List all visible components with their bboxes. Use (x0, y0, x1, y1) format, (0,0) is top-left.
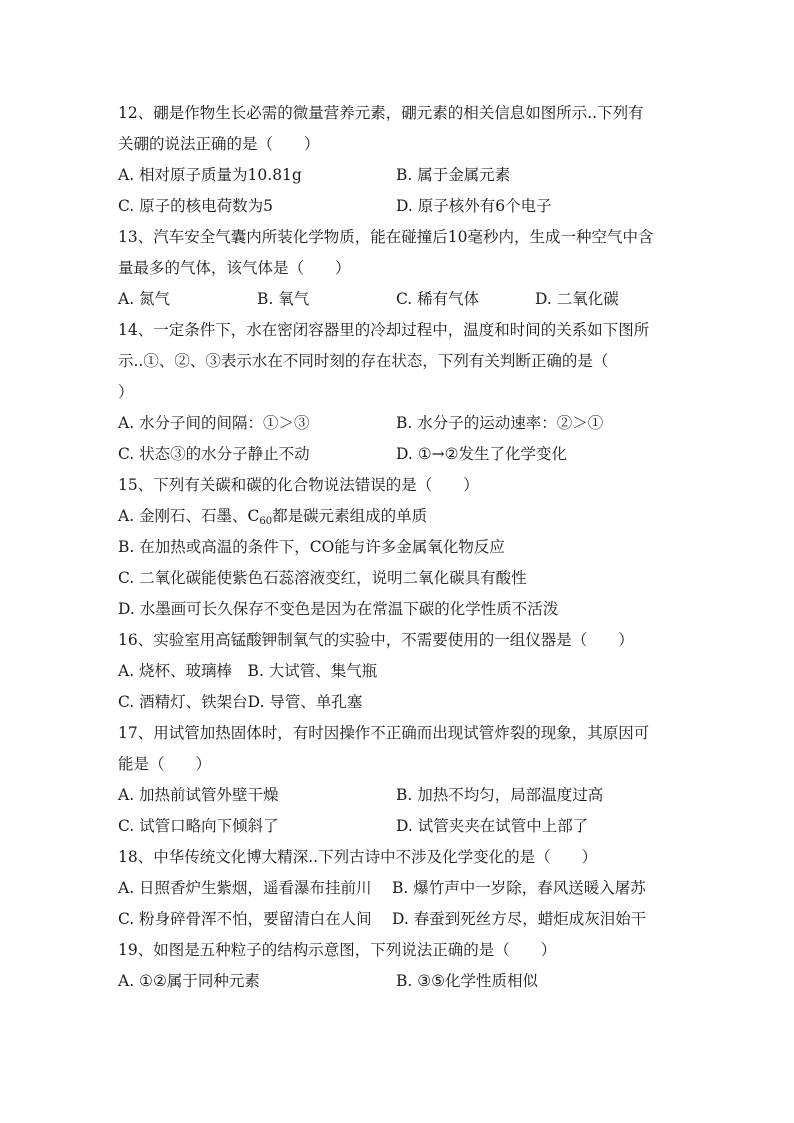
question-15-option-b: B. 在加热或高温的条件下，CO能与许多金属氧化物反应 (118, 538, 505, 556)
question-17-stem-line-2: 能是（ ） (118, 755, 212, 773)
option-a-text-tail: 都是碳元素组成的单质 (272, 507, 428, 525)
question-13-option-a: A. 氮气 (118, 290, 171, 308)
question-13-stem-line-2: 量最多的气体，该气体是（ ） (118, 259, 351, 277)
question-19-option-b: B. ③⑤化学性质相似 (396, 972, 539, 990)
question-12-option-a: A. 相对原子质量为10.81g (118, 166, 302, 184)
question-12-option-c: C. 原子的核电荷数为5 (118, 197, 274, 215)
question-14-option-b: B. 水分子的运动速率：②＞① (396, 414, 604, 432)
question-18-option-c: C. 粉身碎骨浑不怕，要留清白在人间 (118, 910, 372, 928)
question-12-option-d: D. 原子核外有6个电子 (396, 197, 552, 215)
question-16-stem: 16、实验室用高锰酸钾制氧气的实验中，不需要使用的一组仪器是（ ） (118, 631, 634, 649)
question-16-options-line-1: A. 烧杯、玻璃棒 B. 大试管、集气瓶 (118, 662, 378, 680)
question-13-stem-line-1: 13、汽车安全气囊内所装化学物质，能在碰撞后10毫秒内，生成一种空气中含 (118, 228, 654, 246)
question-18-stem: 18、中华传统文化博大精深..下列古诗中不涉及化学变化的是（ ） (118, 848, 598, 866)
question-14-stem-line-3: ） (118, 383, 134, 401)
question-15-option-a (118, 506, 427, 532)
question-18-option-d: D. 春蚕到死丝方尽，蜡炬成灰泪始干 (392, 910, 647, 928)
question-19-option-a: A. ①②属于同种元素 (118, 972, 260, 990)
question-17-stem-line-1: 17、用试管加热固体时，有时因操作不正确而出现试管炸裂的现象，其原因可 (118, 724, 650, 742)
question-17-option-c: C. 试管口略向下倾斜了 (118, 817, 279, 835)
question-12-stem-line-1: 12、硼是作物生长必需的微量营养元素，硼元素的相关信息如图所示..下列有 (118, 104, 644, 122)
option-a-text: A. 金刚石、石墨、C (118, 507, 260, 525)
question-14-option-a: A. 水分子间的间隔：①＞③ (118, 414, 310, 432)
question-17-option-b: B. 加热不均匀，局部温度过高 (396, 786, 604, 804)
question-18-option-a: A. 日照香炉生紫烟，遥看瀑布挂前川 (118, 879, 372, 897)
question-17-option-a: A. 加热前试管外壁干燥 (118, 786, 279, 804)
question-13-option-b: B. 氧气 (257, 290, 310, 308)
question-12-option-b: B. 属于金属元素 (396, 166, 511, 184)
question-12-stem-line-2: 关硼的说法正确的是（ ） (118, 135, 320, 153)
question-14-stem-line-2: 示..①、②、③表示水在不同时刻的存在状态，下列有关判断正确的是（ (118, 352, 609, 370)
question-15-option-d: D. 水墨画可长久保存不变色是因为在常温下碳的化学性质不活泼 (118, 600, 559, 618)
question-13-option-d: D. 二氧化碳 (535, 290, 619, 308)
question-14-option-d: D. ①→②发生了化学变化 (396, 445, 568, 463)
question-16-options-line-2: C. 酒精灯、铁架台D. 导管、单孔塞 (118, 693, 363, 711)
question-15-option-c: C. 二氧化碳能使紫色石蕊溶液变红，说明二氧化碳具有酸性 (118, 569, 527, 587)
question-19-stem: 19、如图是五种粒子的结构示意图，下列说法正确的是（ ） (118, 941, 557, 959)
question-13-option-c: C. 稀有气体 (396, 290, 480, 308)
question-15-stem: 15、下列有关碳和碳的化合物说法错误的是（ ） (118, 476, 479, 494)
question-14-stem-line-1: 14、一定条件下，水在密闭容器里的冷却过程中，温度和时间的关系如下图所 (118, 321, 650, 339)
question-14-option-c: C. 状态③的水分子静止不动 (118, 445, 310, 463)
question-18-option-b: B. 爆竹声中一岁除，春风送暖入屠苏 (392, 879, 646, 897)
question-17-option-d: D. 试管夹夹在试管中上部了 (396, 817, 589, 835)
subscript-60: 60 (259, 516, 273, 527)
